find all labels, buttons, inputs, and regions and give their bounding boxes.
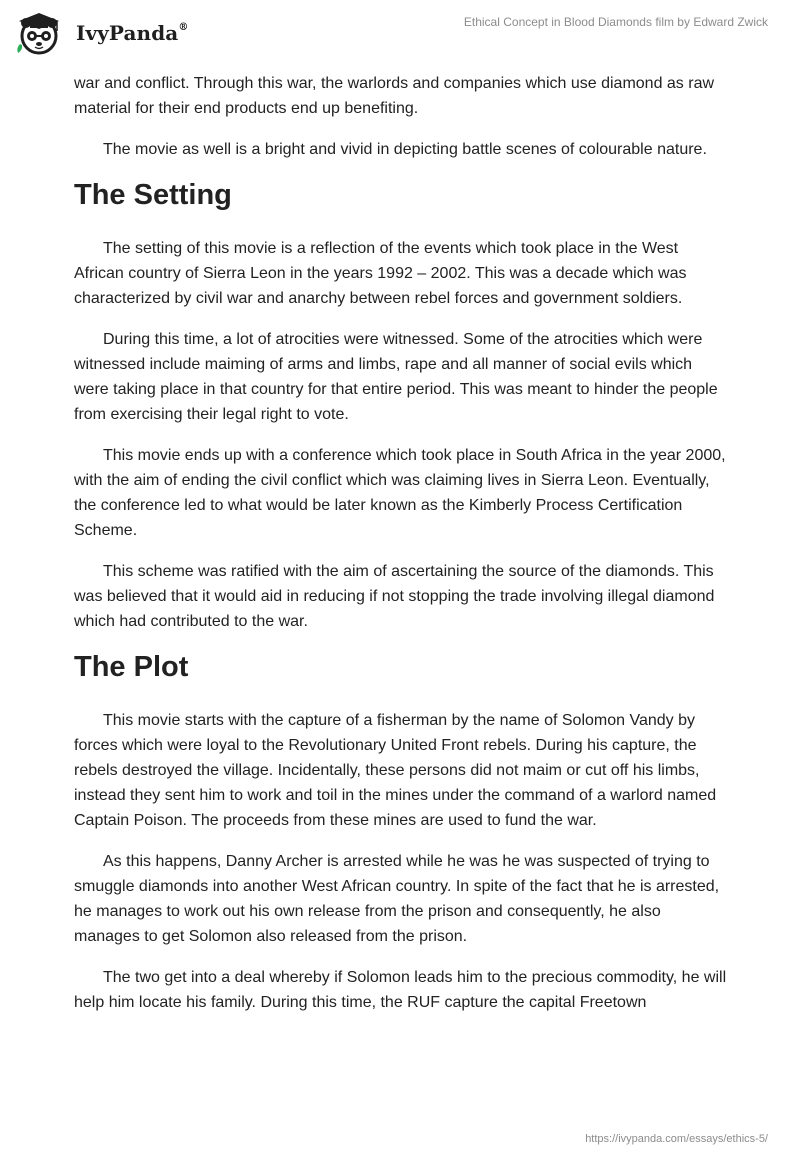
source-url-link[interactable]: https://ivypanda.com/essays/ethics-5/ — [585, 1133, 768, 1145]
paragraph: This scheme was ratified with the aim of ascertaining the source of the diamonds. This was believed that it would aid in reducing if not stopping the trade involving illegal diamond which had contributed to the war. — [74, 563, 715, 630]
document-title: Ethical Concept in Blood Diamonds film by Edward Zwick — [463, 15, 768, 29]
section-heading-plot: The Plot — [74, 651, 189, 683]
trademark-symbol: ® — [178, 22, 189, 34]
panda-graduate-icon — [14, 8, 64, 58]
paragraph: The movie as well is a bright and vivid in depicting battle scenes of colourable nature. — [103, 141, 707, 158]
paragraph: The setting of this movie is a reflection of the events which took place in the West African country of Sierra Leon in the years 1992 – 2002. This was a decade which was characterized by civil war and anarchy between rebel forces and government soldiers. — [74, 240, 687, 307]
paragraph: The two get into a deal whereby if Solomon leads him to the precious commodity, he will help him locate his family. During this time, the RUF capture the capital Freetown — [74, 969, 727, 1011]
brand-name: IvyPanda® — [76, 21, 189, 45]
paragraph-continued: war and conflict. Through this war, the warlords and companies which use diamond as raw material for their end products end up benefiting. — [74, 75, 715, 117]
paragraph: This movie starts with the capture of a fisherman by the name of Solomon Vandy by forces which were loyal to the Revolutionary United Front rebels. During his capture, the rebels destroyed the village. Incidentally, these persons did not maim or cut off his limbs, instead they sent him to work and toil in the mines under the command of a warlord named Captain Poison. The proceeds from these mines are used to fund the war. — [74, 712, 717, 829]
paragraph: This movie ends up with a conference which took place in South Africa in the year 2000, with the aim of ending the civil conflict which was claiming lives in Sierra Leon. Eventually, the conference led to what would be later known as the Kimberly Process Certification Scheme. — [74, 447, 726, 539]
paragraph: During this time, a lot of atrocities were witnessed. Some of the atrocities which were witnessed include maiming of arms and limbs, rape and all manner of social evils which were taking place in that country for that entire period. This was meant to hinder the people from exercising their legal right to vote. — [74, 331, 718, 423]
section-heading-setting: The Setting — [74, 179, 232, 211]
essay-content — [74, 71, 730, 1031]
page-header — [0, 0, 800, 70]
ivypanda-logo[interactable] — [14, 8, 188, 58]
paragraph: As this happens, Danny Archer is arrested while he was he was suspected of trying to smuggle diamonds into another West African country. In spite of the fact that he is arrested, he manages to work out his own release from the prison and consequently, he also manages to get Solomon also released from the prison. — [74, 853, 720, 945]
